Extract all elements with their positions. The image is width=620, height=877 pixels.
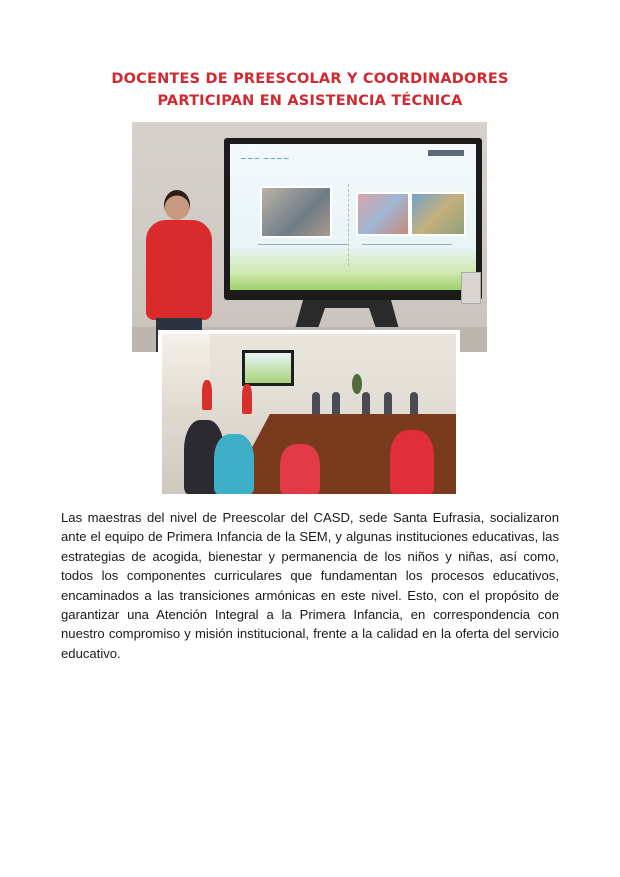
- slide-divider: [348, 184, 350, 266]
- seated-attendee: [390, 430, 434, 494]
- slide-photo-right-1: [356, 192, 410, 236]
- presenter-jacket: [146, 220, 212, 320]
- wall-outlet: [461, 272, 481, 304]
- presenter-head: [164, 190, 190, 220]
- slide-heading-graphic: ~~~ ~~~~: [240, 154, 290, 163]
- standing-presenter: [242, 384, 252, 414]
- classroom-photo: [158, 330, 460, 498]
- standing-presenter: [202, 380, 212, 410]
- slide-caption-right: [362, 244, 452, 251]
- slide-photo-right-2: [410, 192, 466, 236]
- slide-content: [230, 144, 476, 290]
- slide-photo-left: [260, 186, 332, 238]
- classroom-scene: [162, 334, 456, 494]
- presentation-photo: [132, 122, 487, 352]
- title-line-1: DOCENTES DE PREESCOLAR Y COORDINADORES: [111, 70, 509, 87]
- seated-attendee: [280, 444, 320, 494]
- slide-counter-graphic: [428, 150, 464, 156]
- slide-caption-left: [258, 244, 348, 251]
- title-line-2: PARTICIPAN EN ASISTENCIA TÉCNICA: [157, 92, 463, 109]
- seated-attendee: [214, 434, 254, 494]
- plant: [352, 374, 362, 394]
- presenter-figure: [142, 190, 214, 352]
- classroom-screen: [242, 350, 294, 386]
- article-title: [60, 68, 560, 112]
- display-screen: [224, 138, 482, 300]
- window: [162, 334, 210, 424]
- article-body: Las maestras del nivel de Preescolar del CASD, sede Santa Eufrasia, socializaron ante el equipo de Primera Infancia de la SEM, y algunas instituciones educativas, las estrategias de acogida, bienestar y permanencia de los niños y niñas, así como, todos los componentes curriculares que fundamentan los procesos educativos, encaminados a las transiciones armónicas en este nivel. Esto, con el propósito de garantizar una Atención Integral a la Primera Infancia, en correspondencia con nuestro compromiso y misión institucional, frente a la calidad en la oferta del servicio educativo.: [61, 510, 559, 661]
